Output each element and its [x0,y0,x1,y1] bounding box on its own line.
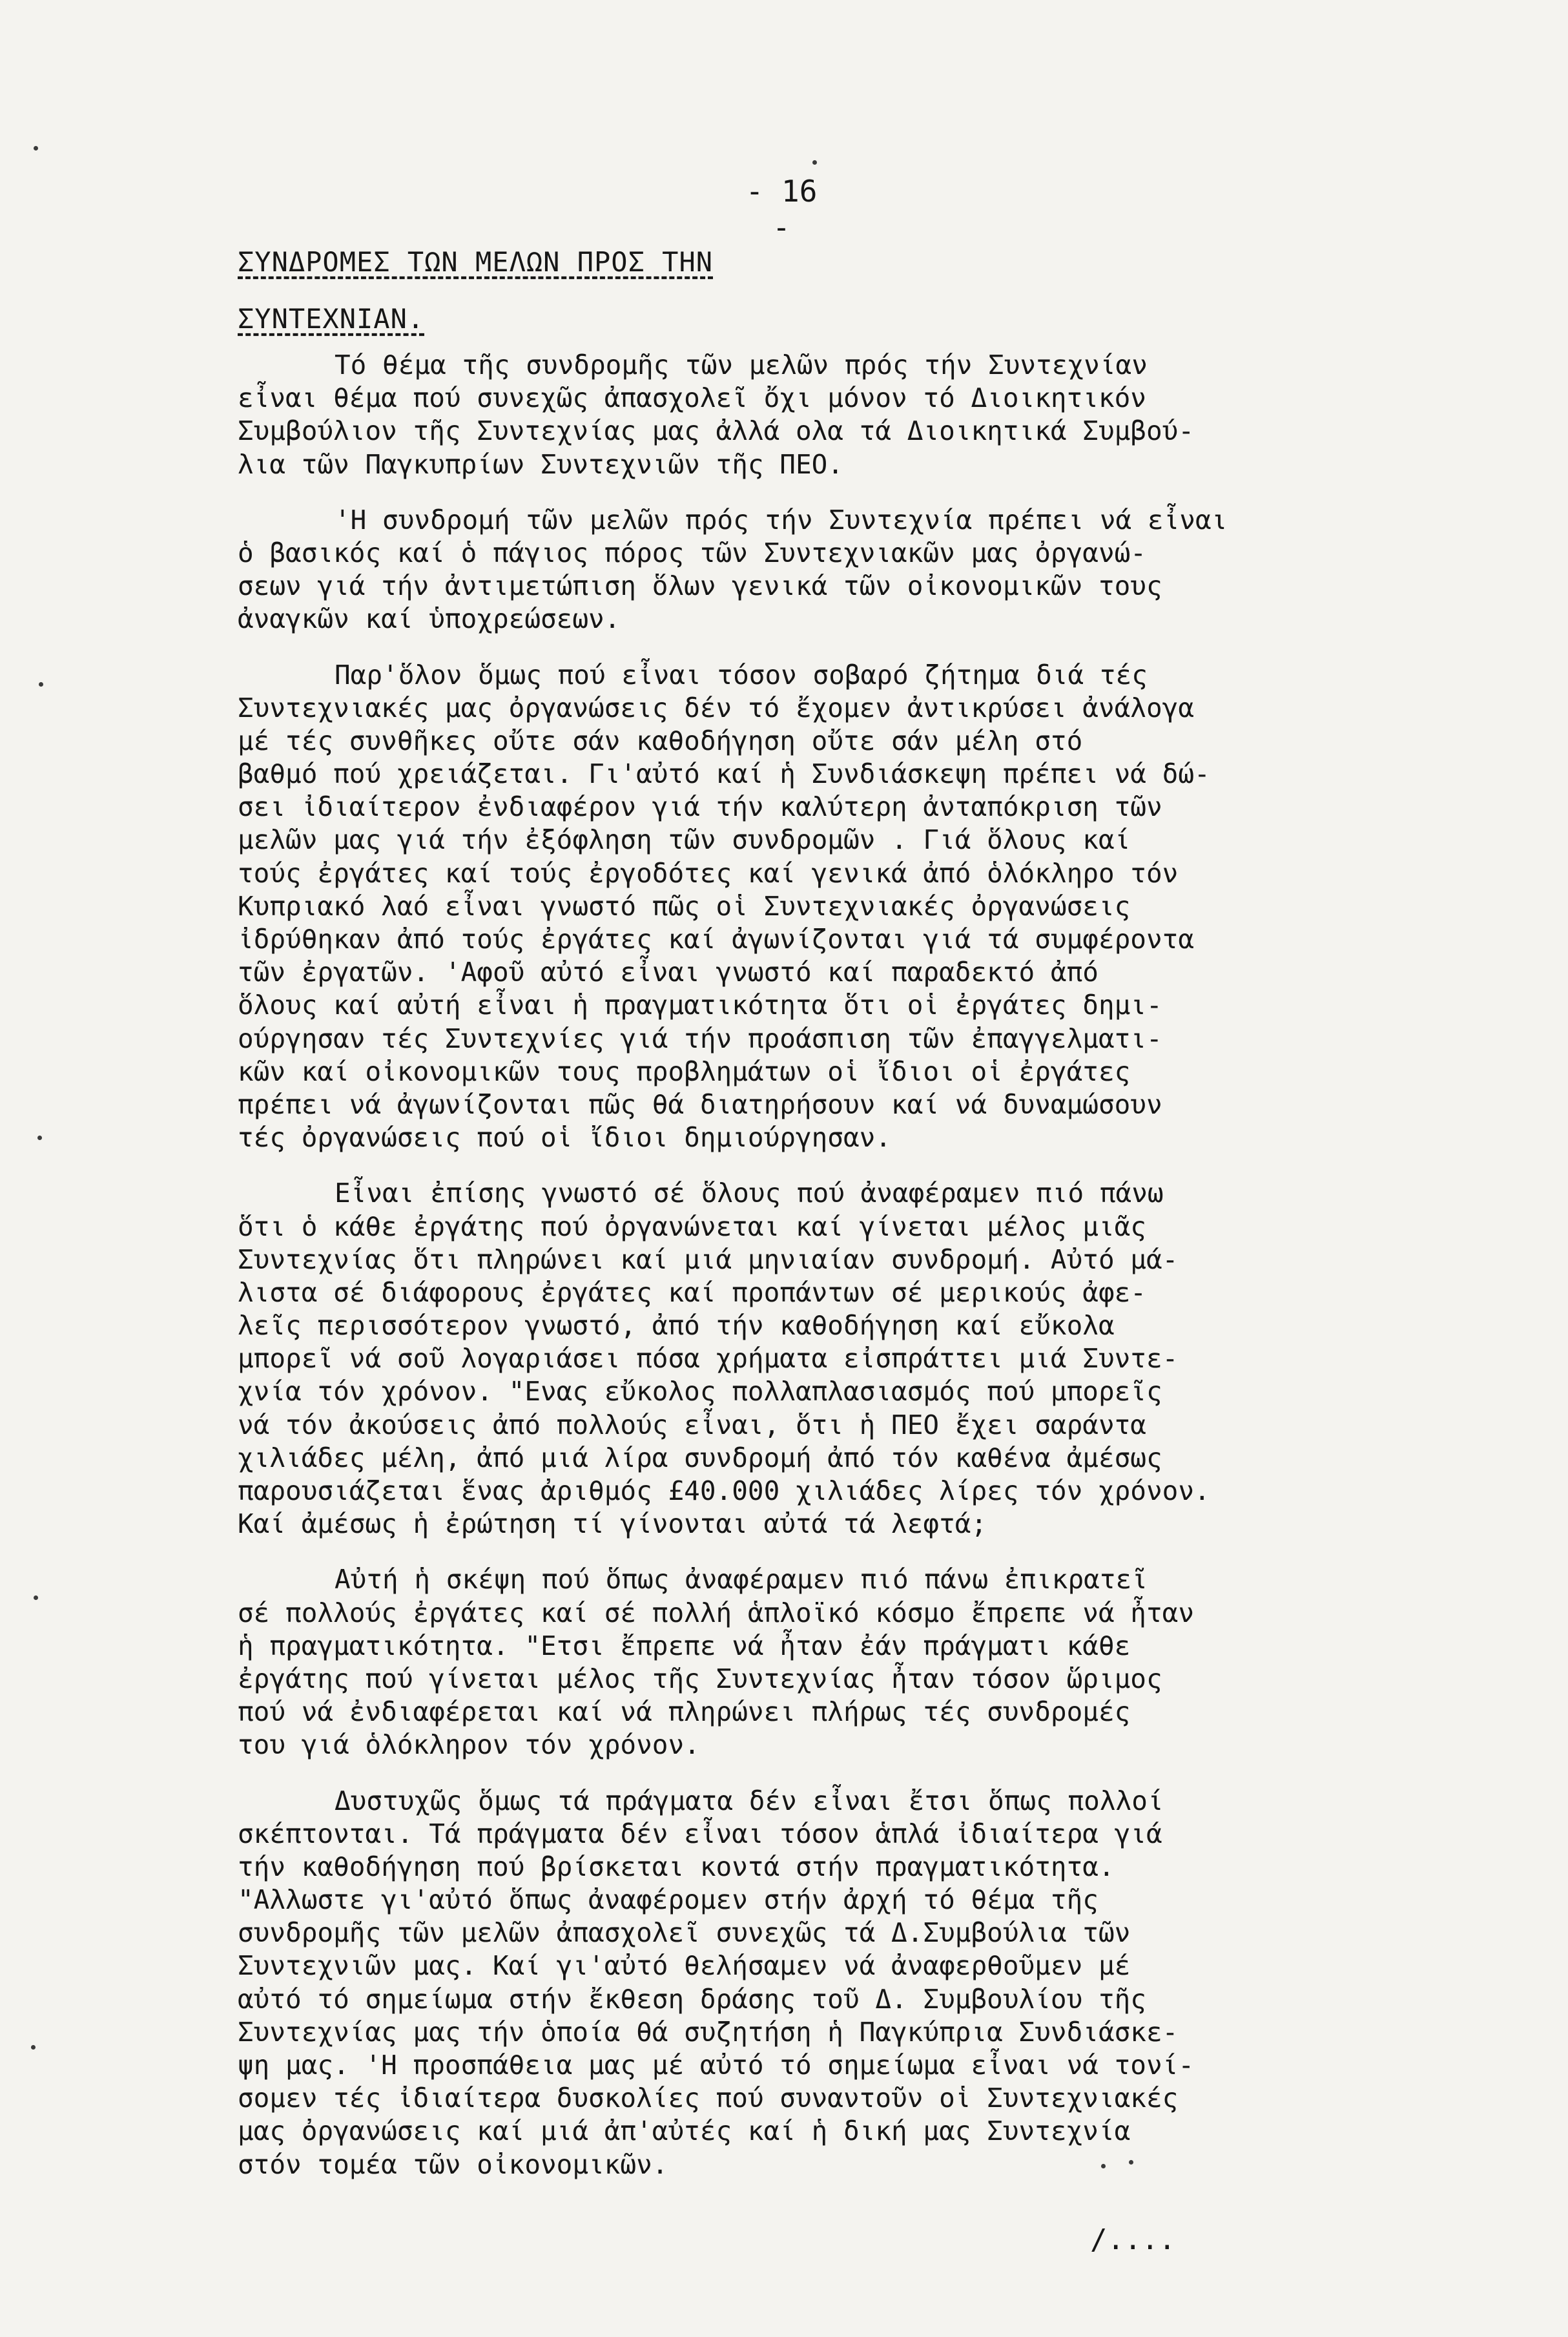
text-line: "Αλλωστε γι'αὐτό ὅπως ἀναφέρομεν στήν ἀρχή τό θέμα τῆς [238,1884,1099,1916]
text-line: συνδρομῆς τῶν μελῶν ἀπασχολεῖ συνεχῶς τά Δ.Συμβούλια τῶν [238,1917,1131,1949]
text-line: Συντεχνίας ὅτι πληρώνει καί μιά μηνιαίαν συνδρομή. Αὐτό μά- [238,1243,1179,1275]
text-line: χιλιάδες μέλη, ἀπό μιά λίρα συνδρομή ἀπό τόν καθένα ἀμέσως [238,1442,1162,1473]
text-line: εἶναι θέμα πού συνεχῶς ἀπασχολεῖ ὄχι μόνον τό Διοικητικόν [238,382,1146,414]
text-line: Τό θέμα τῆς συνδρομῆς τῶν μελῶν πρός τήν Συντεχνίαν [335,349,1148,380]
text-line: βαθμό πού χρειάζεται. Γι'αὐτό καί ἡ Συνδιάσκεψη πρέπει νά δώ- [238,758,1210,790]
continuation-mark: /.... [1090,2223,1176,2256]
text-line: σει ἰδιαίτερον ἐνδιαφέρον γιά τήν καλύτερη ἀνταπόκριση τῶν [238,791,1162,823]
text-line: στόν τομέα τῶν οἰκονομικῶν. [238,2148,668,2180]
text-line: παρουσιάζεται ἕνας ἀριθμός £40.000 χιλιάδες λίρες τόν χρόνον. [238,1475,1210,1506]
document-body [238,349,1439,2204]
text-line: σέ πολλούς ἐργάτες καί σέ πολλή ἁπλοϊκό κόσμο ἔπρεπε νά ἦταν [238,1597,1195,1628]
text-line: ἀναγκῶν καί ὑποχρεώσεων. [238,603,621,635]
heading-line: ΣΥΝΔΡΟΜΕΣ ΤΩΝ ΜΕΛΩΝ ΠΡΟΣ ΤΗΝ [238,246,714,278]
text-line: σκέπτονται. Τά πράγματα δέν εἶναι τόσον ἁπλά ἰδιαίτερα γιά [238,1818,1162,1849]
text-line: Δυστυχῶς ὅμως τά πράγματα δέν εἶναι ἔτσι ὅπως πολλοί [335,1785,1164,1816]
text-line: σεων γιά τήν ἀντιμετώπιση ὅλων γενικά τῶν οἰκονομικῶν τους [238,570,1162,602]
text-line: 'Η συνδρομή τῶν μελῶν πρός τήν Συντεχνία πρέπει νά εἶναι [335,504,1228,535]
paragraph-4 [238,1177,1439,1541]
text-line: πού νά ἐνδιαφέρεται καί νά πληρώνει πλήρως τές συνδρομές [238,1696,1131,1728]
text-line: Κυπριακό λαό εἶναι γνωστό πῶς οἱ Συντεχνιακές ὀργανώσεις [238,890,1131,922]
paragraph-1 [238,349,1439,481]
text-line: Συντεχνιακές μας ὀργανώσεις δέν τό ἔχομεν ἀντικρύσει ἀνάλογα [238,692,1195,723]
text-line: ἰδρύθηκαν ἀπό τούς ἐργάτες καί ἀγωνίζονται γιά τά συμφέροντα [238,924,1195,955]
paragraph-6 [238,1785,1439,2181]
text-line: μέ τές συνθῆκες οὔτε σάν καθοδήγηση οὔτε σάν μέλη στό [238,725,1083,756]
text-line: ἐργάτης πού γίνεται μέλος τῆς Συντεχνίας ἦταν τόσον ὥριμος [238,1663,1162,1694]
text-line: Συντεχνίας μας τήν ὁποία θά συζητήση ἡ Παγκύπρια Συνδιάσκε- [238,2016,1179,2048]
text-line: αὐτό τό σημείωμα στήν ἔκθεση δράσης τοῦ Δ. Συμβουλίου τῆς [238,1983,1146,2015]
scan-speck [34,146,38,151]
heading-line: ΣΥΝΤΕΧΝΙΑΝ. [238,303,425,335]
text-line: μπορεῖ νά σοῦ λογαριάσει πόσα χρήματα εἰσπράττει μιά Συντε- [238,1343,1179,1375]
text-line: Εἶναι ἐπίσης γνωστό σέ ὅλους πού ἀναφέραμεν πιό πάνω [335,1178,1164,1209]
text-line: λιστα σέ διάφορους ἐργάτες καί προπάντων σέ μερικούς ἀφε- [238,1276,1146,1308]
text-line: πρέπει νά ἀγωνίζονται πῶς θά διατηρήσουν καί νά δυναμώσουν [238,1088,1162,1120]
section-heading [238,234,713,348]
text-line: Συντεχνιῶν μας. Καί γι'αὐτό θελήσαμεν νά ἀναφερθοῦμεν μέ [238,1950,1131,1982]
scan-speck [812,160,817,165]
scan-speck [39,682,43,687]
text-line: μελῶν μας γιά τήν ἐξόφληση τῶν συνδρομῶν . Γιά ὅλους καί [238,824,1131,856]
text-line: κῶν καί οἰκονομικῶν τους προβλημάτων οἱ ἴδιοι οἱ ἐργάτες [238,1055,1131,1087]
paragraph-2 [238,504,1439,636]
text-line: σομεν τές ἰδιαίτερα δυσκολίες πού συναντοῦν οἱ Συντεχνιακές [238,2083,1179,2114]
page-number: - 16 - [745,174,818,245]
text-line: ούργησαν τές Συντεχνίες γιά τήν προάσπιση τῶν ἐπαγγελματι- [238,1023,1162,1054]
text-line: Αὐτή ἡ σκέψη πού ὅπως ἀναφέραμεν πιό πάνω ἐπικρατεῖ [335,1564,1148,1595]
text-line: τήν καθοδήγηση πού βρίσκεται κοντά στήν πραγματικότητα. [238,1851,1115,1882]
scan-speck [34,1595,38,1600]
text-line: ὁ βασικός καί ὁ πάγιος πόρος τῶν Συντεχνιακῶν μας ὀργανώ- [238,537,1146,568]
scan-speck [31,2045,36,2050]
text-line: Παρ'ὅλον ὅμως πού εἶναι τόσον σοβαρό ζήτημα διά τές [335,659,1148,691]
text-line: λεῖς περισσότερον γνωστό, ἀπό τήν καθοδήγηση καί εὔκολα [238,1310,1115,1342]
text-line: μας ὀργανώσεις καί μιά ἀπ'αὐτές καί ἡ δική μας Συντεχνία [238,2115,1131,2147]
text-line: Καί ἀμέσως ἡ ἐρώτηση τί γίνονται αὐτά τά λεφτά; [238,1508,987,1540]
scan-speck [1101,2164,1106,2168]
scan-speck [37,1136,42,1140]
text-line: Συμβούλιον τῆς Συντεχνίας μας ἀλλά ολα τά Διοικητικά Συμβού- [238,415,1195,447]
scan-speck [1129,2160,1133,2165]
text-line: νά τόν ἀκούσεις ἀπό πολλούς εἶναι, ὅτι ἡ ΠΕΟ ἔχει σαράντα [238,1409,1146,1440]
text-line: ψη μας. 'Η προσπάθεια μας μέ αὐτό τό σημείωμα εἶναι νά τονί- [238,2050,1195,2081]
text-line: τούς ἐργάτες καί τούς ἐργοδότες καί γενικά ἀπό ὁλόκληρο τόν [238,857,1179,889]
text-line: τῶν ἐργατῶν. 'Αφοῦ αὐτό εἶναι γνωστό καί παραδεκτό ἀπό [238,957,1099,988]
text-line: ὅλους καί αὐτή εἶναι ἡ πραγματικότητα ὅτι οἱ ἐργάτες δημι- [238,990,1162,1021]
text-line: ἡ πραγματικότητα. "Ετσι ἔπρεπε νά ἦταν ἐάν πράγματι κάθε [238,1630,1131,1661]
text-line: του γιά ὁλόκληρον τόν χρόνον. [238,1729,700,1761]
paragraph-3 [238,659,1439,1155]
text-line: λια τῶν Παγκυπρίων Συντεχνιῶν τῆς ΠΕΟ. [238,448,843,480]
text-line: χνία τόν χρόνον. "Ενας εὔκολος πολλαπλασιασμός πού μπορεῖς [238,1376,1162,1407]
text-line: τές ὀργανώσεις πού οἱ ἴδιοι δημιούργησαν. [238,1122,892,1154]
paragraph-5 [238,1563,1439,1761]
text-line: ὅτι ὁ κάθε ἐργάτης πού ὀργανώνεται καί γίνεται μέλος μιᾶς [238,1210,1146,1242]
